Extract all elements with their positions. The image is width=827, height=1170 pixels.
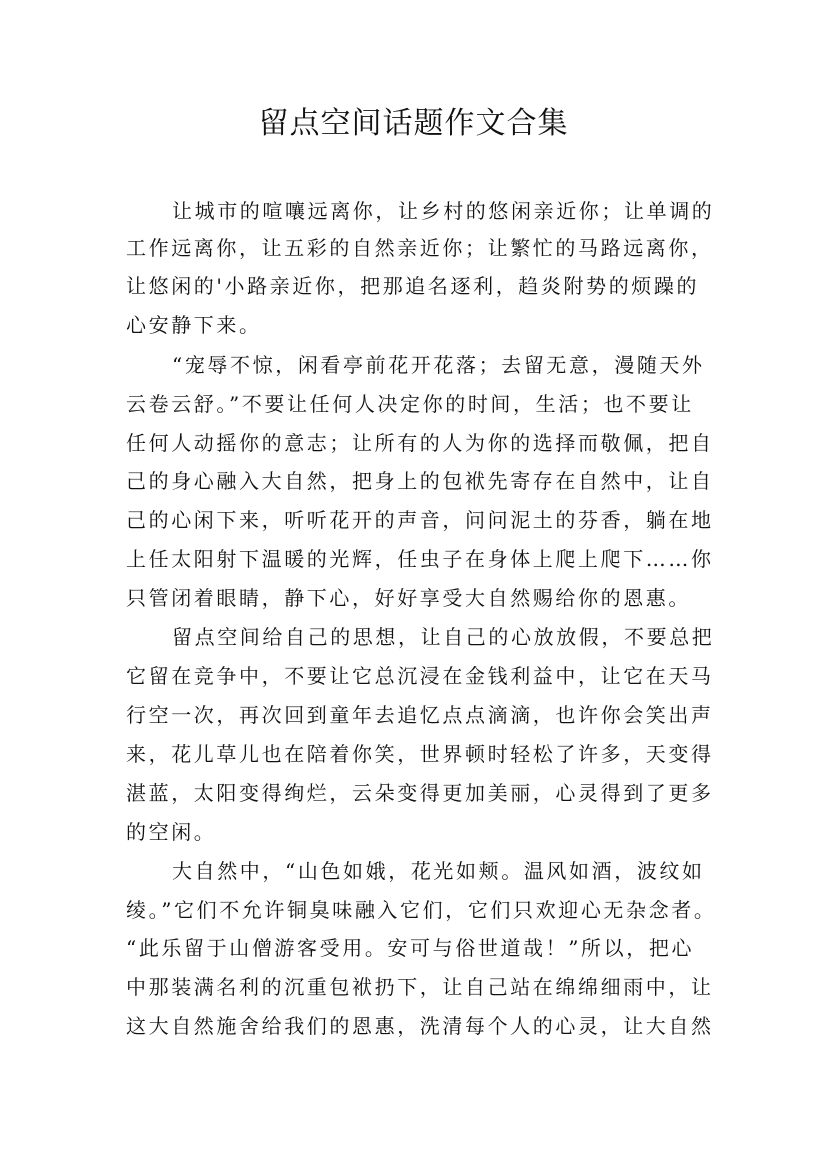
paragraph-line: 己的身心融入大自然，把身上的包袱先寄存在自然中，让自: [126, 469, 714, 493]
paragraph-line: 让城市的喧嚷远离你，让乡村的悠闲亲近你；让单调的: [172, 199, 715, 223]
paragraph-line: 云卷云舒。”不要让任何人决定你的时间，生活；也不要让: [126, 392, 694, 416]
paragraph-line: 留点空间给自己的思想，让自己的心放放假，不要总把: [172, 625, 715, 649]
paragraph-line: 让悠闲的'小路亲近你，把那追名逐利，趋炎附势的烦躁的: [126, 274, 700, 298]
paragraph-line: 它留在竞争中，不要让它总沉浸在金钱利益中，让它在天马: [126, 664, 714, 688]
paragraph-line: 工作远离你，让五彩的自然亲近你；让繁忙的马路远离你，: [126, 236, 714, 260]
paragraph-line: 心安静下来。: [126, 313, 262, 337]
paragraph-line: 上任太阳射下温暖的光辉，任虫子在身体上爬上爬下……你: [126, 547, 714, 571]
paragraph-line: 行空一次，再次回到童年去追忆点点滴滴，也许你会笑出声: [126, 703, 714, 727]
paragraph-line: 中那装满名利的沉重包袱扔下，让自己站在绵绵细雨中，让: [126, 975, 714, 999]
paragraph-line: 来，花儿草儿也在陪着你笑，世界顿时轻松了许多，天变得: [126, 742, 714, 766]
paragraph-line: “宠辱不惊，闲看亭前花开花落；去留无意，漫随天外: [172, 353, 705, 377]
paragraph-line: 这大自然施舍给我们的恩惠，洗清每个人的心灵，让大自然: [126, 1014, 714, 1038]
document-title: 留点空间话题作文合集: [258, 106, 569, 141]
paragraph-line: 任何人动摇你的意志；让所有的人为你的选择而敬佩，把自: [126, 431, 714, 455]
paragraph-line: 绫。”它们不允许铜臭味融入它们，它们只欢迎心无杂念者。: [126, 898, 717, 922]
paragraph-line: 湛蓝，太阳变得绚烂，云朵变得更加美丽，心灵得到了更多: [126, 781, 714, 805]
paragraph-line: “此乐留于山僧游客受用。安可与俗世道哉！”所以，把心: [126, 936, 695, 960]
paragraph-line: 的空闲。: [126, 820, 217, 844]
paragraph-line: 大自然中，“山色如娥，花光如颊。温风如酒，波纹如: [172, 859, 705, 883]
paragraph-line: 只管闭着眼睛，静下心，好好享受大自然赐给你的恩惠。: [126, 586, 691, 610]
paragraph-line: 己的心闲下来，听听花开的声音，问问泥土的芬香，躺在地: [126, 508, 714, 532]
